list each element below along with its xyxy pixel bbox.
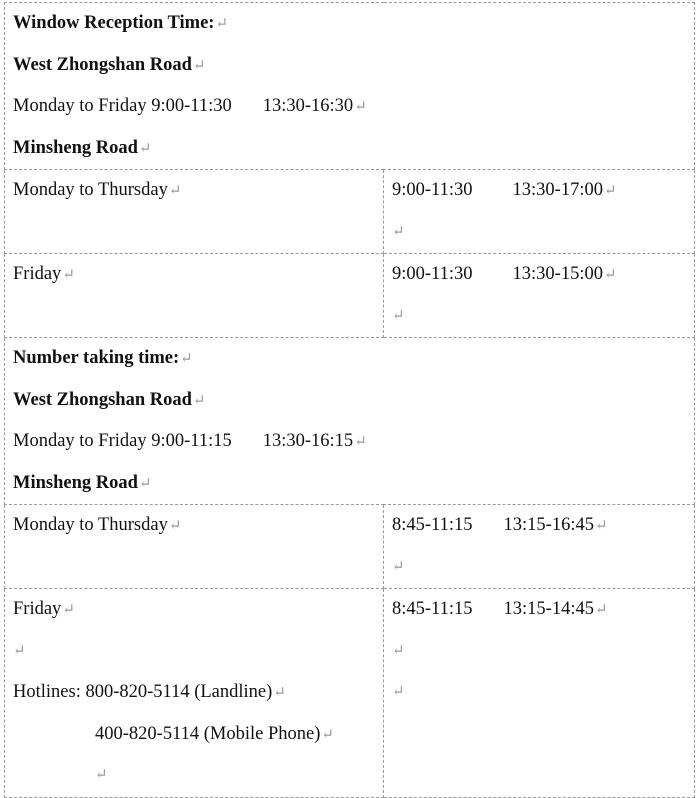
window-row-hours: 9:00-11:30 13:30-17:00↵	[392, 180, 617, 200]
window-row-days: Monday to Thursday↵	[13, 180, 182, 200]
window-reception-section	[5, 3, 695, 170]
hotlines-mobile: 400-820-5114 (Mobile Phone)↵	[95, 723, 334, 744]
window-row-fri	[5, 254, 695, 338]
paragraph-mark-icon: ↵	[594, 518, 608, 534]
paragraph-mark-icon: ↵	[13, 642, 26, 659]
window-row-days-cell	[5, 254, 384, 338]
paragraph-mark-icon: ↵	[603, 183, 617, 199]
paragraph-mark-icon: ↵	[392, 684, 405, 700]
paragraph-mark-icon: ↵	[603, 267, 617, 283]
number-row-hours: 8:45-11:15 13:15-16:45↵	[392, 515, 608, 535]
number-taking-heading: Number taking time:↵	[13, 348, 193, 368]
paragraph-mark-icon: ↵	[138, 140, 152, 157]
paragraph-mark-icon: ↵	[192, 392, 206, 409]
number-row-hours: 8:45-11:15 13:15-14:45↵	[392, 599, 608, 619]
paragraph-mark-icon: ↵	[273, 685, 286, 701]
window-row-days: Friday↵	[13, 264, 75, 284]
paragraph-mark-icon: ↵	[168, 183, 182, 199]
paragraph-mark-icon: ↵	[354, 434, 367, 450]
window-row-days-cell	[5, 170, 384, 254]
paragraph-mark-icon: ↵	[95, 767, 108, 783]
number-row-hours-cell	[384, 505, 695, 589]
paragraph-mark-icon: ↵	[392, 307, 405, 324]
window-row-mon-thu	[5, 170, 695, 254]
paragraph-mark-icon: ↵	[138, 475, 152, 492]
hotlines-landline: Hotlines: 800-820-5114 (Landline)↵	[13, 682, 286, 702]
window-row-hours-cell	[384, 170, 695, 254]
paragraph-mark-icon: ↵	[168, 518, 182, 534]
number-row-days-cell	[5, 505, 384, 589]
window-row-hours-cell	[384, 254, 695, 338]
number-row-days: Friday↵	[13, 599, 75, 619]
paragraph-mark-icon: ↵	[180, 351, 193, 367]
window-row-hours: 9:00-11:30 13:30-15:00↵	[392, 264, 617, 284]
schedule-table	[4, 2, 695, 798]
paragraph-mark-icon: ↵	[392, 642, 405, 659]
number-west-road-label: West Zhongshan Road↵	[13, 389, 206, 410]
number-row-hours-cell	[384, 589, 695, 798]
number-minsheng-road-label: Minsheng Road↵	[13, 472, 152, 493]
window-reception-heading: Window Reception Time:↵	[13, 13, 229, 33]
number-taking-section	[5, 338, 695, 505]
paragraph-mark-icon: ↵	[354, 99, 367, 115]
window-west-road-label: West Zhongshan Road↵	[13, 54, 206, 75]
window-reception-cell	[5, 3, 695, 170]
paragraph-mark-icon: ↵	[594, 602, 608, 618]
paragraph-mark-icon: ↵	[192, 57, 206, 74]
number-west-road-hours: Monday to Friday 9:00-11:15 13:30-16:15↵	[13, 431, 367, 451]
paragraph-mark-icon: ↵	[392, 223, 405, 240]
paragraph-mark-icon: ↵	[215, 16, 229, 32]
paragraph-mark-icon: ↵	[321, 726, 334, 743]
window-west-road-hours: Monday to Friday 9:00-11:30 13:30-16:30↵	[13, 96, 367, 116]
number-row-mon-thu	[5, 505, 695, 589]
number-row-days-cell	[5, 589, 384, 798]
number-row-days: Monday to Thursday↵	[13, 515, 182, 535]
paragraph-mark-icon: ↵	[392, 558, 405, 575]
paragraph-mark-icon: ↵	[62, 602, 75, 618]
number-taking-cell	[5, 338, 695, 505]
number-row-fri	[5, 589, 695, 798]
paragraph-mark-icon: ↵	[62, 267, 75, 283]
window-minsheng-road-label: Minsheng Road↵	[13, 137, 152, 158]
